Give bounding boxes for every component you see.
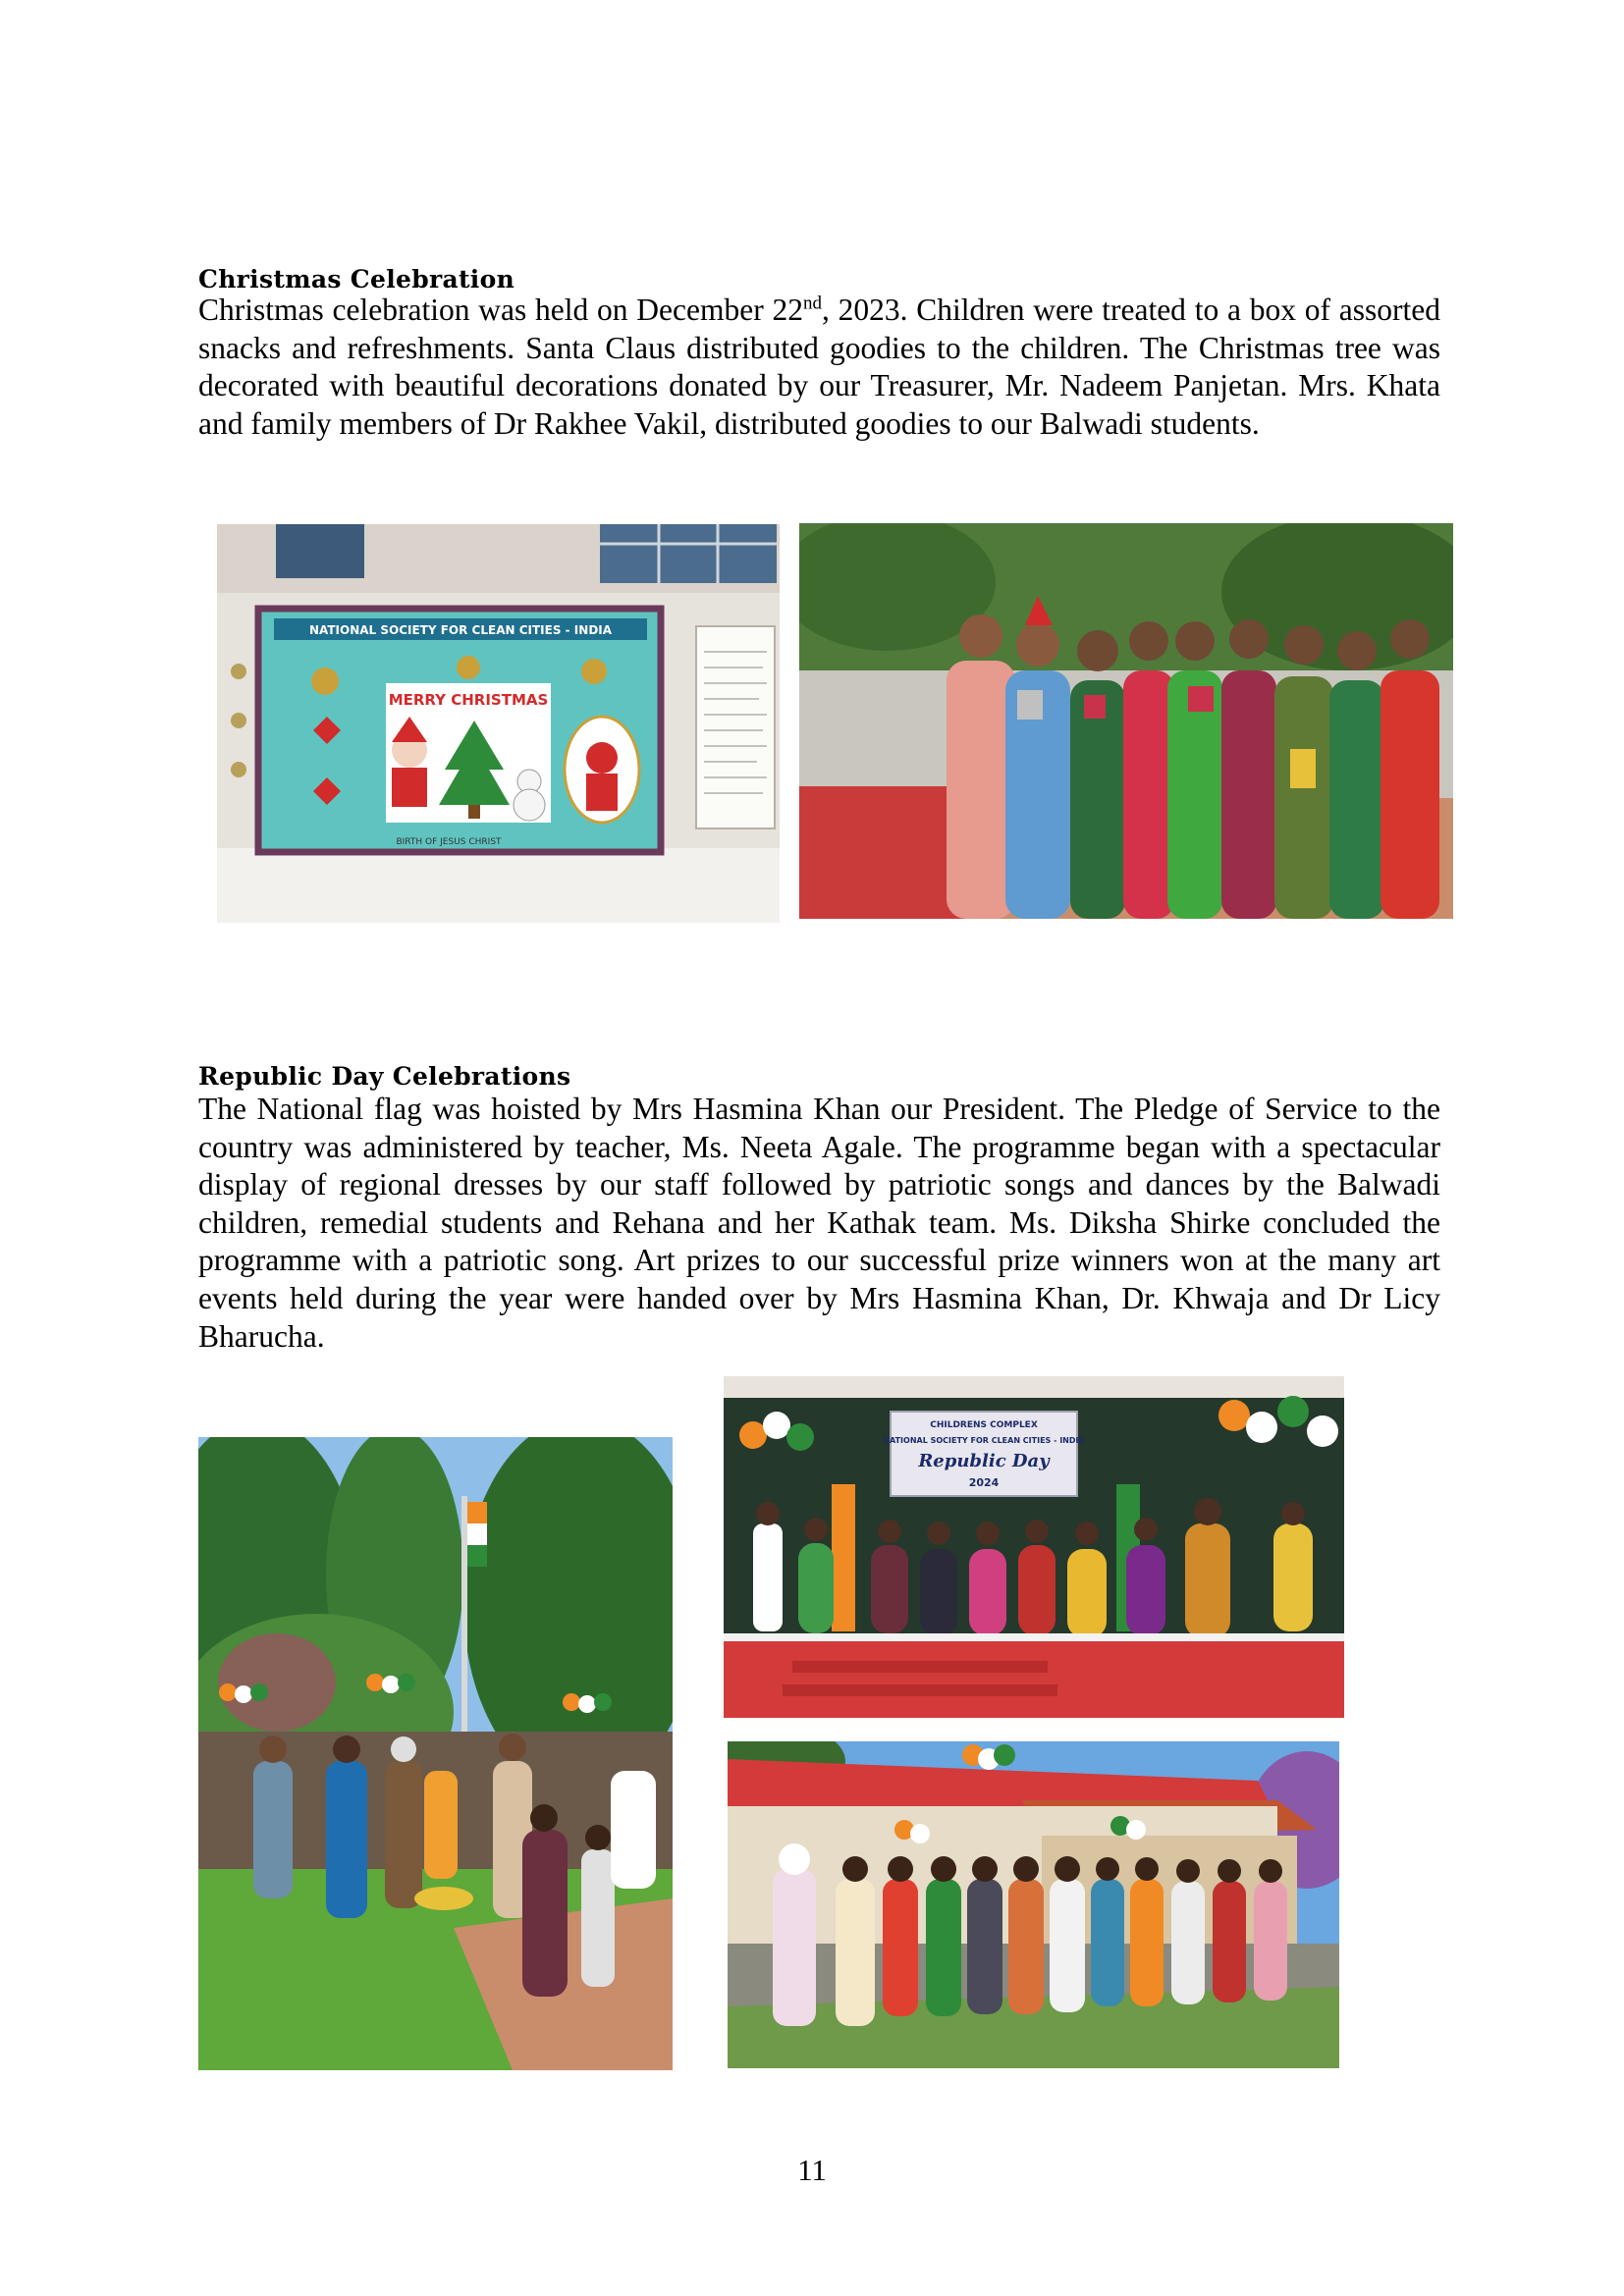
flag-hoisting-photo [198, 1437, 673, 2070]
flag-hoisting-image [198, 1437, 673, 2070]
stage-performance-photo [724, 1376, 1344, 1718]
christmas-group-photo [799, 523, 1453, 919]
stage-performance-image [724, 1376, 1344, 1718]
christmas-text-part2: , 2023. Children were treated to a box of assorted snacks and refreshments. Santa Claus distributed goodies to the children. The Christmas tree was decorated with beautiful decorations donated by our Treasurer, Mr. Nadeem Panjetan. Mrs. Khata and family members of Dr Rakhee Vakil, distributed goodies to our Balwadi students. [198, 293, 1440, 441]
christmas-group-image [799, 523, 1453, 919]
christmas-board-image [217, 524, 780, 923]
board-footer-text: BIRTH OF JESUS CHRIST [396, 837, 502, 847]
board-banner-text: NATIONAL SOCIETY FOR CLEAN CITIES - INDIA [308, 623, 613, 637]
republic-day-heading: Republic Day Celebrations [198, 1062, 571, 1091]
regional-dress-image [728, 1741, 1339, 2068]
christmas-board-photo [217, 524, 780, 923]
stage-banner-line4: 2024 [968, 1476, 1000, 1489]
page-number: 11 [797, 2153, 827, 2187]
christmas-text-part1: Christmas celebration was held on December 22 [198, 293, 803, 327]
board-greeting-text: MERRY CHRISTMAS [388, 691, 549, 709]
christmas-text-ordinal: nd [802, 293, 822, 314]
regional-dress-photo [728, 1741, 1339, 2068]
stage-banner-line2: NATIONAL SOCIETY FOR CLEAN CITIES - INDIA [883, 1436, 1085, 1445]
christmas-heading: Christmas Celebration [198, 265, 515, 294]
christmas-paragraph [198, 292, 1440, 443]
stage-banner-line1: CHILDRENS COMPLEX [930, 1420, 1038, 1430]
stage-banner-line3: Republic Day [918, 1451, 1050, 1471]
republic-day-paragraph: The National flag was hoisted by Mrs Hasmina Khan our President. The Pledge of Service to the country was administered by teacher, Ms. Neeta Agale. The programme began with a spectacular display of regional dresses by our staff followed by patriotic songs and dances by the Balwadi children, remedial students and Rehana and her Kathak team. Ms. Diksha Shirke concluded the programme with a patriotic song. Art prizes to our successful prize winners won at the many art events held during the year were handed over by Mrs Hasmina Khan, Dr. Khwaja and Dr Licy Bharucha. [198, 1092, 1440, 1354]
